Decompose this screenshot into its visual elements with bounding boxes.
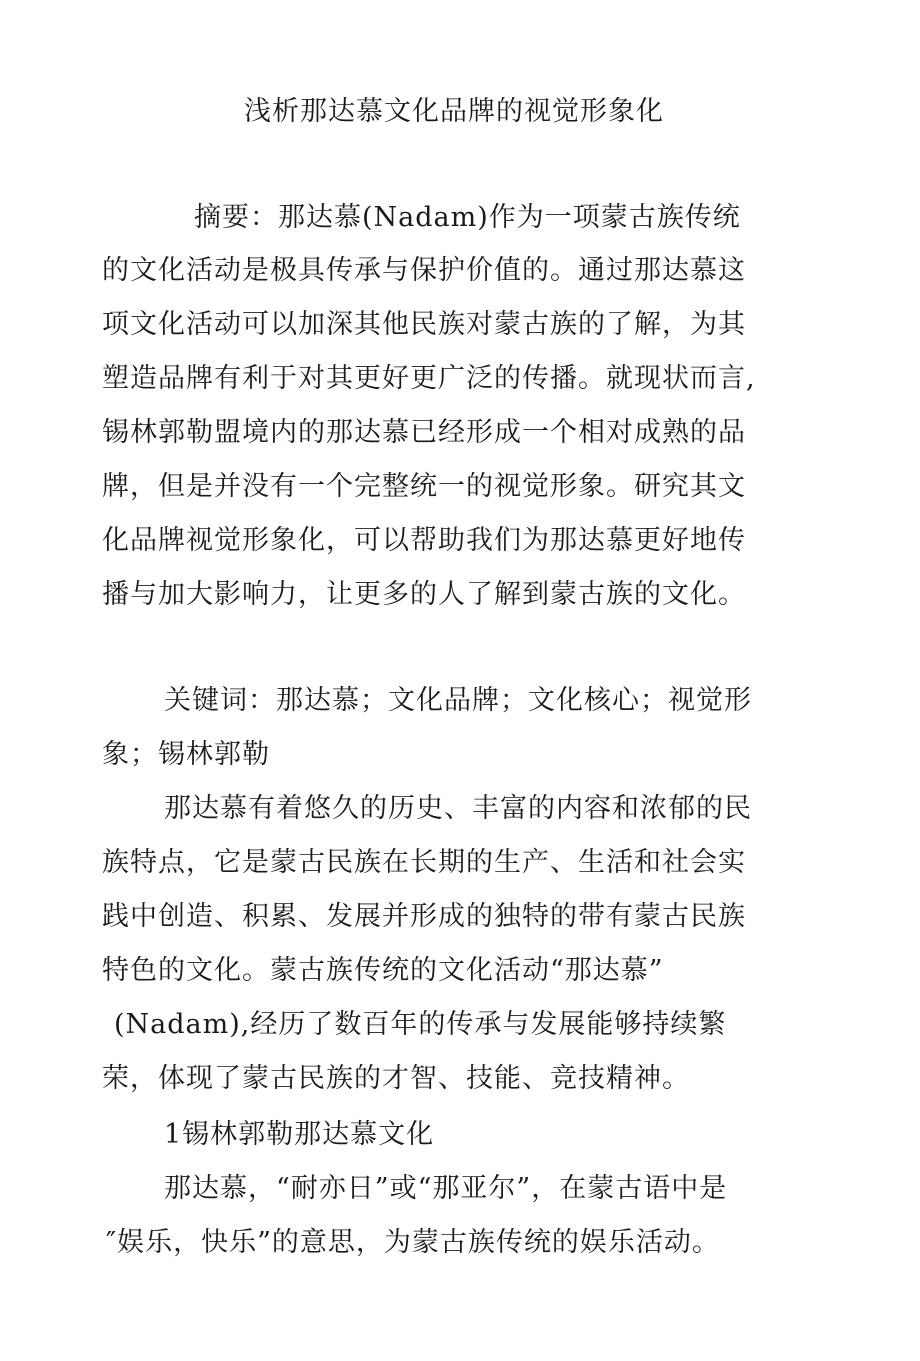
intro-line-2: 族特点，它是蒙古民族在长期的生产、生活和社会实 xyxy=(102,847,746,878)
abstract-line-6: 牌，但是并没有一个完整统一的视觉形象。研究其文 xyxy=(102,471,746,502)
intro-line-6: 荣，体现了蒙古民族的才智、技能、竞技精神。 xyxy=(102,1063,690,1094)
section-line-1: 那达慕，“耐亦日”或“那亚尔”，在蒙古语中是 xyxy=(164,1173,728,1204)
document-title: 浅析那达慕文化品牌的视觉形象化 xyxy=(244,96,664,127)
section-line-2: ″娱乐，快乐”的意思，为蒙古族传统的娱乐活动。 xyxy=(106,1227,720,1258)
abstract-line-5: 锡林郭勒盟境内的那达慕已经形成一个相对成熟的品 xyxy=(102,417,746,448)
keywords-line-1: 关键词：那达慕；文化品牌；文化核心；视觉形 xyxy=(164,685,752,716)
section-heading: 1锡林郭勒那达慕文化 xyxy=(164,1119,435,1150)
abstract-line-4: 塑造品牌有利于对其更好更广泛的传播。就现状而言, xyxy=(102,363,756,394)
abstract-line-7: 化品牌视觉形象化，可以帮助我们为那达慕更好地传 xyxy=(102,525,746,556)
abstract-line-3: 项文化活动可以加深其他民族对蒙古族的了解，为其 xyxy=(102,309,746,340)
intro-line-5: (Nadam),经历了数百年的传承与发展能够持续繁 xyxy=(114,1009,727,1040)
intro-line-3: 践中创造、积累、发展并形成的独特的带有蒙古民族 xyxy=(102,901,746,932)
intro-line-4: 特色的文化。蒙古族传统的文化活动“那达慕” xyxy=(102,955,664,986)
abstract-line-8: 播与加大影响力，让更多的人了解到蒙古族的文化。 xyxy=(102,579,746,610)
abstract-line-2: 的文化活动是极具传承与保护价值的。通过那达慕这 xyxy=(102,255,746,286)
intro-line-1: 那达慕有着悠久的历史、丰富的内容和浓郁的民 xyxy=(164,793,752,824)
keywords-line-2: 象；锡林郭勒 xyxy=(102,739,270,770)
abstract-line-1: 摘要：那达慕(Nadam)作为一项蒙古族传统 xyxy=(194,202,741,233)
